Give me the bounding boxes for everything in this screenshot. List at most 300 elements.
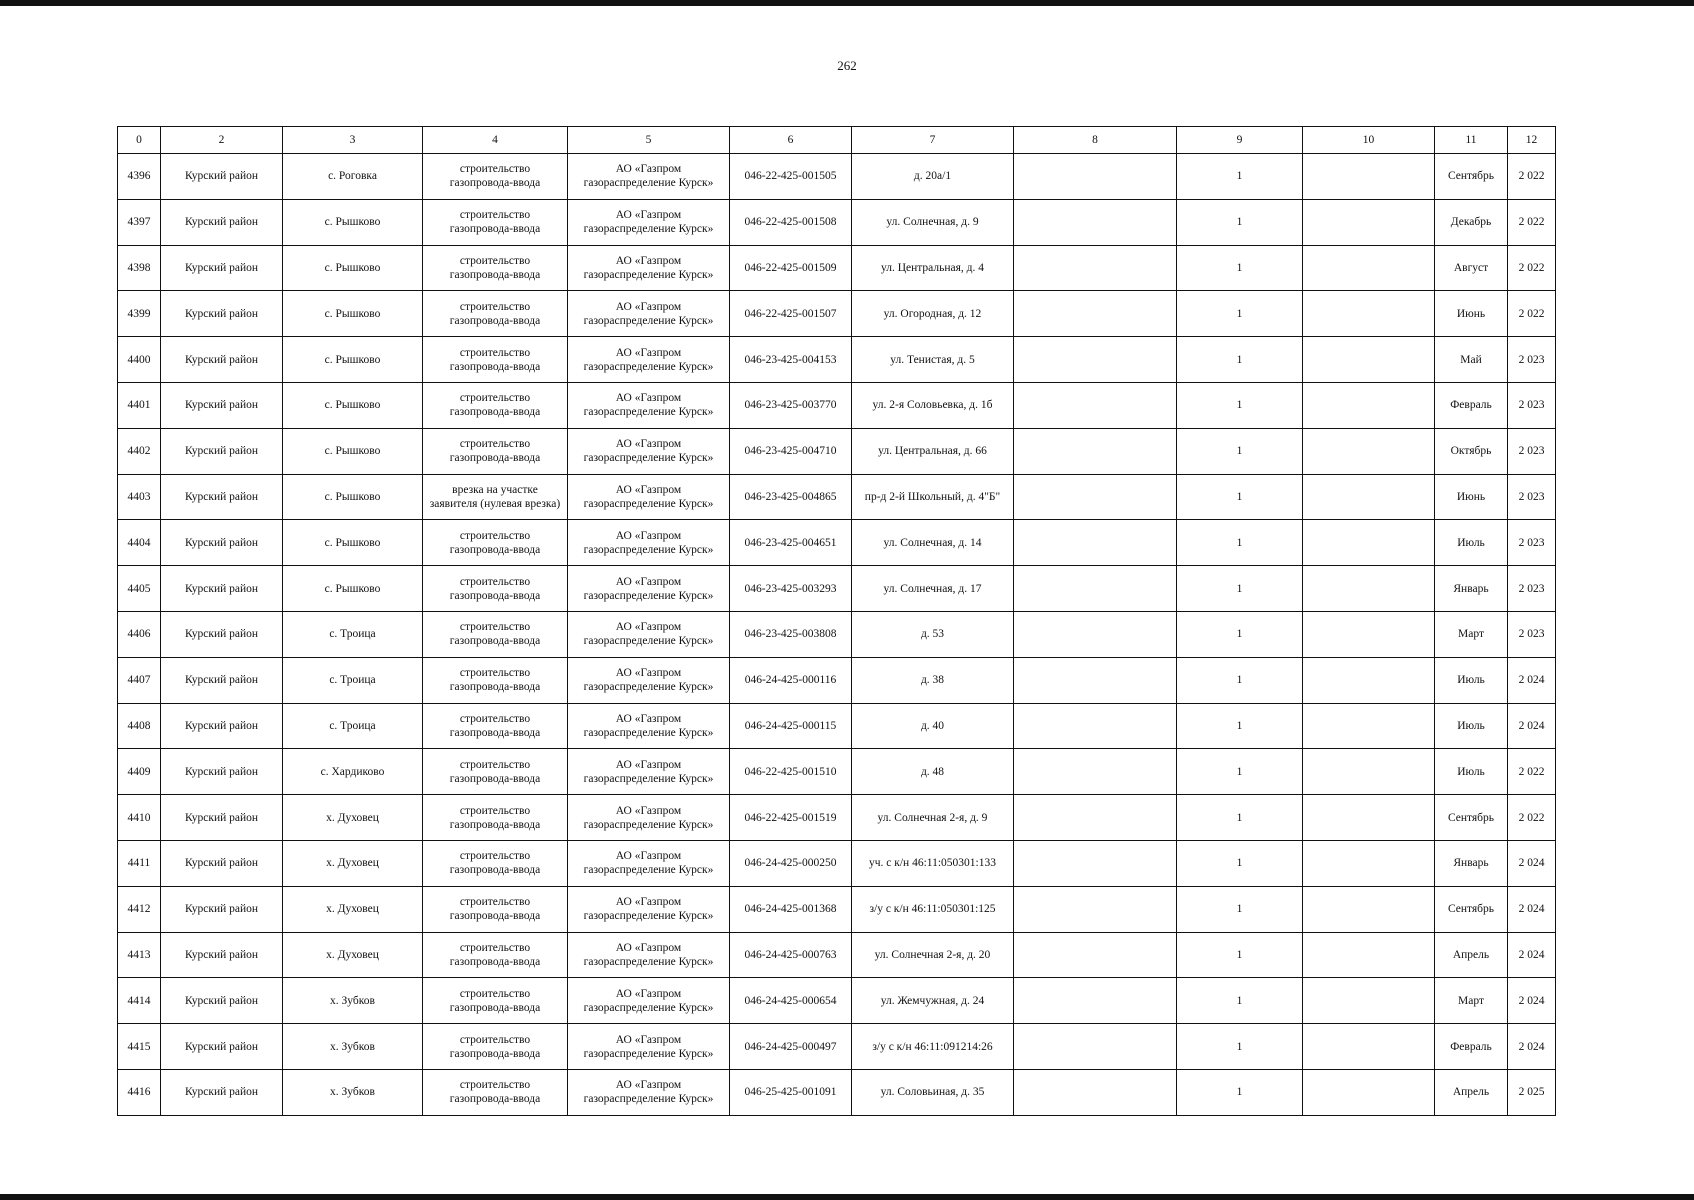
cell-year: 2 023 [1508,382,1556,428]
table-row [118,1069,1556,1115]
cell-organization [568,840,730,886]
cell-settlement: х. Духовец [283,886,423,932]
cell-district: Курский район [161,199,283,245]
cell-district: Курский район [161,932,283,978]
cell-code: 046-24-425-000115 [730,703,852,749]
work-type-line-2: заявителя (нулевая врезка) [429,497,561,510]
cell-col-8 [1014,337,1177,383]
cell-settlement: х. Зубков [283,978,423,1024]
cell-month: Декабрь [1435,199,1508,245]
cell-code: 046-23-425-003770 [730,382,852,428]
work-type-line-1: строительство [459,254,531,267]
table-row [118,382,1556,428]
cell-number: 4403 [118,474,161,520]
cell-col-8 [1014,291,1177,337]
cell-col-10 [1303,566,1435,612]
cell-address: ул. Жемчужная, д. 24 [852,978,1014,1024]
page-number: 262 [837,58,857,73]
cell-year: 2 022 [1508,749,1556,795]
cell-organization [568,199,730,245]
cell-work-type [423,382,568,428]
table-row [118,245,1556,291]
cell-quantity: 1 [1177,886,1303,932]
cell-year: 2 025 [1508,1069,1556,1115]
scan-bottom-border [0,1194,1694,1200]
cell-col-8 [1014,886,1177,932]
organization-line-2: газораспределение Курск» [583,681,714,694]
table-row [118,703,1556,749]
work-type-line-2: газопровода-ввода [449,635,541,648]
organization-line-1: АО «Газпром [615,758,682,771]
cell-code: 046-24-425-000116 [730,657,852,703]
organization-line-1: АО «Газпром [615,529,682,542]
organization-line-2: газораспределение Курск» [583,635,714,648]
cell-settlement: с. Рышково [283,474,423,520]
organization-line-2: газораспределение Курск» [583,452,714,465]
cell-district: Курский район [161,520,283,566]
cell-work-type [423,611,568,657]
cell-month: Июль [1435,703,1508,749]
cell-work-type [423,749,568,795]
cell-month: Июль [1435,657,1508,703]
cell-col-8 [1014,245,1177,291]
cell-address: ул. Огородная, д. 12 [852,291,1014,337]
cell-number: 4406 [118,611,161,657]
work-type-line-2: газопровода-ввода [449,360,541,373]
cell-year: 2 023 [1508,520,1556,566]
cell-col-10 [1303,749,1435,795]
cell-work-type [423,1024,568,1070]
cell-district: Курский район [161,978,283,1024]
table-header [118,127,1556,154]
cell-number: 4398 [118,245,161,291]
cell-district: Курский район [161,886,283,932]
table-row [118,337,1556,383]
column-header: 6 [730,127,852,154]
cell-address: ул. Центральная, д. 66 [852,428,1014,474]
organization-line-2: газораспределение Курск» [583,177,714,190]
cell-col-8 [1014,840,1177,886]
cell-quantity: 1 [1177,520,1303,566]
table-row [118,886,1556,932]
cell-work-type [423,657,568,703]
cell-year: 2 022 [1508,795,1556,841]
cell-work-type [423,154,568,200]
cell-year: 2 023 [1508,611,1556,657]
cell-col-10 [1303,1024,1435,1070]
cell-quantity: 1 [1177,749,1303,795]
cell-col-10 [1303,154,1435,200]
cell-quantity: 1 [1177,932,1303,978]
cell-address: д. 53 [852,611,1014,657]
cell-work-type [423,932,568,978]
cell-quantity: 1 [1177,154,1303,200]
cell-address: пр-д 2-й Школьный, д. 4"Б" [852,474,1014,520]
cell-work-type [423,886,568,932]
cell-district: Курский район [161,1069,283,1115]
cell-code: 046-24-425-000250 [730,840,852,886]
cell-code: 046-22-425-001505 [730,154,852,200]
work-type-line-1: строительство [459,209,531,222]
registry-table [117,126,1556,1116]
cell-address: ул. Солнечная 2-я, д. 20 [852,932,1014,978]
cell-code: 046-23-425-003808 [730,611,852,657]
table-row [118,1024,1556,1070]
cell-col-8 [1014,795,1177,841]
cell-number: 4414 [118,978,161,1024]
cell-settlement: с. Роговка [283,154,423,200]
cell-col-8 [1014,382,1177,428]
organization-line-2: газораспределение Курск» [583,1093,714,1106]
cell-month: Июль [1435,520,1508,566]
cell-quantity: 1 [1177,474,1303,520]
organization-line-1: АО «Газпром [615,254,682,267]
column-header: 4 [423,127,568,154]
organization-line-2: газораспределение Курск» [583,864,714,877]
cell-number: 4397 [118,199,161,245]
organization-line-1: АО «Газпром [615,712,682,725]
cell-quantity: 1 [1177,382,1303,428]
cell-district: Курский район [161,703,283,749]
cell-work-type [423,199,568,245]
cell-address: ул. Солнечная, д. 9 [852,199,1014,245]
cell-settlement: с. Рышково [283,291,423,337]
cell-quantity: 1 [1177,840,1303,886]
cell-district: Курский район [161,428,283,474]
organization-line-1: АО «Газпром [615,1033,682,1046]
work-type-line-1: строительство [459,987,531,1000]
table-row [118,932,1556,978]
cell-work-type [423,474,568,520]
cell-code: 046-23-425-004651 [730,520,852,566]
work-type-line-1: строительство [459,300,531,313]
work-type-line-2: газопровода-ввода [449,955,541,968]
cell-quantity: 1 [1177,199,1303,245]
cell-work-type [423,703,568,749]
work-type-line-2: газопровода-ввода [449,543,541,556]
cell-address: уч. с к/н 46:11:050301:133 [852,840,1014,886]
cell-month: Март [1435,978,1508,1024]
cell-year: 2 023 [1508,428,1556,474]
table-row [118,795,1556,841]
cell-work-type [423,337,568,383]
cell-number: 4400 [118,337,161,383]
work-type-line-2: газопровода-ввода [449,406,541,419]
cell-col-10 [1303,932,1435,978]
cell-code: 046-23-425-004865 [730,474,852,520]
cell-address: д. 48 [852,749,1014,795]
cell-address: ул. Центральная, д. 4 [852,245,1014,291]
cell-address: ул. 2-я Соловьевка, д. 1б [852,382,1014,428]
cell-number: 4405 [118,566,161,612]
cell-work-type [423,245,568,291]
cell-number: 4415 [118,1024,161,1070]
cell-year: 2 022 [1508,199,1556,245]
cell-code: 046-24-425-000497 [730,1024,852,1070]
work-type-line-1: строительство [459,438,531,451]
cell-col-10 [1303,382,1435,428]
column-header: 10 [1303,127,1435,154]
cell-organization [568,703,730,749]
cell-organization [568,566,730,612]
organization-line-2: газораспределение Курск» [583,772,714,785]
cell-work-type [423,428,568,474]
cell-district: Курский район [161,382,283,428]
table-row [118,840,1556,886]
cell-quantity: 1 [1177,1024,1303,1070]
table-body [118,154,1556,1116]
cell-number: 4396 [118,154,161,200]
organization-line-2: газораспределение Курск» [583,497,714,510]
cell-quantity: 1 [1177,1069,1303,1115]
work-type-line-2: газопровода-ввода [449,726,541,739]
cell-code: 046-22-425-001519 [730,795,852,841]
header-row [118,127,1556,154]
work-type-line-2: газопровода-ввода [449,223,541,236]
cell-col-10 [1303,337,1435,383]
work-type-line-1: строительство [459,712,531,725]
cell-address: д. 20а/1 [852,154,1014,200]
cell-year: 2 024 [1508,978,1556,1024]
table-row [118,657,1556,703]
work-type-line-1: строительство [459,1079,531,1092]
cell-district: Курский район [161,840,283,886]
column-header: 12 [1508,127,1556,154]
cell-address: д. 38 [852,657,1014,703]
organization-line-2: газораспределение Курск» [583,223,714,236]
cell-organization [568,886,730,932]
cell-year: 2 023 [1508,566,1556,612]
cell-code: 046-22-425-001509 [730,245,852,291]
work-type-line-2: газопровода-ввода [449,314,541,327]
cell-number: 4416 [118,1069,161,1115]
cell-year: 2 024 [1508,840,1556,886]
table-row [118,566,1556,612]
column-header: 0 [118,127,161,154]
cell-year: 2 022 [1508,154,1556,200]
cell-col-10 [1303,245,1435,291]
cell-quantity: 1 [1177,703,1303,749]
column-header: 7 [852,127,1014,154]
cell-organization [568,382,730,428]
cell-organization [568,657,730,703]
cell-quantity: 1 [1177,611,1303,657]
organization-line-1: АО «Газпром [615,209,682,222]
work-type-line-2: газопровода-ввода [449,818,541,831]
work-type-line-1: строительство [459,804,531,817]
cell-col-8 [1014,611,1177,657]
cell-settlement: с. Рышково [283,337,423,383]
cell-district: Курский район [161,474,283,520]
cell-district: Курский район [161,1024,283,1070]
cell-month: Январь [1435,566,1508,612]
cell-settlement: х. Зубков [283,1069,423,1115]
cell-address: з/у с к/н 46:11:091214:26 [852,1024,1014,1070]
cell-month: Март [1435,611,1508,657]
work-type-line-1: строительство [459,941,531,954]
organization-line-1: АО «Газпром [615,941,682,954]
cell-district: Курский район [161,657,283,703]
organization-line-2: газораспределение Курск» [583,268,714,281]
cell-district: Курский район [161,337,283,383]
cell-address: ул. Солнечная 2-я, д. 9 [852,795,1014,841]
cell-year: 2 022 [1508,245,1556,291]
cell-settlement: с. Рышково [283,520,423,566]
column-header: 11 [1435,127,1508,154]
cell-code: 046-23-425-004153 [730,337,852,383]
cell-month: Май [1435,337,1508,383]
cell-district: Курский район [161,245,283,291]
organization-line-2: газораспределение Курск» [583,314,714,327]
work-type-line-1: строительство [459,529,531,542]
cell-organization [568,795,730,841]
cell-organization [568,978,730,1024]
cell-organization [568,1024,730,1070]
work-type-line-1: строительство [459,758,531,771]
cell-quantity: 1 [1177,245,1303,291]
cell-year: 2 023 [1508,337,1556,383]
cell-number: 4399 [118,291,161,337]
organization-line-1: АО «Газпром [615,163,682,176]
cell-col-10 [1303,611,1435,657]
cell-col-10 [1303,520,1435,566]
organization-line-2: газораспределение Курск» [583,1001,714,1014]
cell-settlement: х. Духовец [283,795,423,841]
cell-year: 2 024 [1508,703,1556,749]
organization-line-1: АО «Газпром [615,392,682,405]
cell-quantity: 1 [1177,657,1303,703]
cell-number: 4401 [118,382,161,428]
table-row [118,428,1556,474]
organization-line-1: АО «Газпром [615,483,682,496]
cell-col-10 [1303,703,1435,749]
cell-work-type [423,978,568,1024]
cell-number: 4409 [118,749,161,795]
column-header: 2 [161,127,283,154]
cell-settlement: с. Рышково [283,382,423,428]
cell-col-10 [1303,886,1435,932]
cell-work-type [423,795,568,841]
cell-organization [568,520,730,566]
cell-settlement: с. Троица [283,703,423,749]
table-row [118,154,1556,200]
cell-col-8 [1014,657,1177,703]
cell-address: з/у с к/н 46:11:050301:125 [852,886,1014,932]
work-type-line-1: строительство [459,392,531,405]
cell-work-type [423,291,568,337]
work-type-line-1: строительство [459,667,531,680]
work-type-line-2: газопровода-ввода [449,452,541,465]
cell-settlement: х. Духовец [283,840,423,886]
work-type-line-1: строительство [459,575,531,588]
organization-line-2: газораспределение Курск» [583,818,714,831]
work-type-line-1: строительство [459,163,531,176]
cell-work-type [423,1069,568,1115]
cell-number: 4412 [118,886,161,932]
organization-line-2: газораспределение Курск» [583,360,714,373]
cell-col-10 [1303,291,1435,337]
table-row [118,978,1556,1024]
organization-line-1: АО «Газпром [615,621,682,634]
column-header: 9 [1177,127,1303,154]
cell-col-10 [1303,1069,1435,1115]
organization-line-2: газораспределение Курск» [583,406,714,419]
cell-number: 4404 [118,520,161,566]
work-type-line-1: строительство [459,896,531,909]
organization-line-1: АО «Газпром [615,1079,682,1092]
table-row [118,749,1556,795]
cell-number: 4408 [118,703,161,749]
cell-month: Июль [1435,749,1508,795]
cell-organization [568,291,730,337]
cell-organization [568,245,730,291]
cell-district: Курский район [161,566,283,612]
cell-col-8 [1014,474,1177,520]
work-type-line-2: газопровода-ввода [449,1047,541,1060]
cell-number: 4411 [118,840,161,886]
cell-number: 4410 [118,795,161,841]
cell-year: 2 024 [1508,886,1556,932]
cell-col-8 [1014,199,1177,245]
cell-code: 046-25-425-001091 [730,1069,852,1115]
cell-district: Курский район [161,154,283,200]
cell-col-10 [1303,840,1435,886]
cell-work-type [423,840,568,886]
cell-col-8 [1014,1069,1177,1115]
cell-year: 2 022 [1508,291,1556,337]
organization-line-1: АО «Газпром [615,346,682,359]
organization-line-2: газораспределение Курск» [583,910,714,923]
cell-work-type [423,566,568,612]
table-row [118,291,1556,337]
cell-address: д. 40 [852,703,1014,749]
cell-col-10 [1303,795,1435,841]
cell-settlement: с. Рышково [283,428,423,474]
work-type-line-2: газопровода-ввода [449,1001,541,1014]
cell-code: 046-24-425-000654 [730,978,852,1024]
column-header: 5 [568,127,730,154]
cell-quantity: 1 [1177,337,1303,383]
organization-line-1: АО «Газпром [615,300,682,313]
cell-settlement: х. Зубков [283,1024,423,1070]
cell-month: Сентябрь [1435,886,1508,932]
cell-code: 046-23-425-004710 [730,428,852,474]
cell-month: Февраль [1435,382,1508,428]
cell-organization [568,611,730,657]
cell-month: Апрель [1435,1069,1508,1115]
cell-quantity: 1 [1177,795,1303,841]
cell-settlement: с. Троица [283,611,423,657]
cell-month: Апрель [1435,932,1508,978]
cell-col-10 [1303,428,1435,474]
table-row [118,474,1556,520]
cell-month: Февраль [1435,1024,1508,1070]
table-row [118,611,1556,657]
work-type-line-1: строительство [459,621,531,634]
cell-settlement: с. Рышково [283,566,423,612]
organization-line-1: АО «Газпром [615,575,682,588]
cell-organization [568,749,730,795]
cell-year: 2 024 [1508,1024,1556,1070]
cell-col-8 [1014,428,1177,474]
organization-line-2: газораспределение Курск» [583,543,714,556]
cell-col-10 [1303,474,1435,520]
work-type-line-1: врезка на участке [452,483,538,496]
work-type-line-1: строительство [459,1033,531,1046]
work-type-line-2: газопровода-ввода [449,589,541,602]
cell-settlement: с. Рышково [283,199,423,245]
cell-district: Курский район [161,795,283,841]
